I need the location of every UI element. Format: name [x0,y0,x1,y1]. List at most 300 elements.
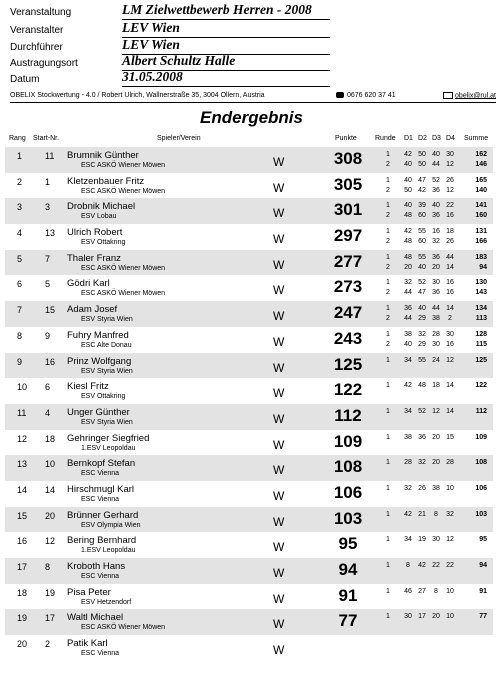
round-d1: 40 [404,202,412,210]
category-mark: W [273,283,285,298]
table-row [5,378,493,404]
round-number: 2 [386,186,390,194]
player-name: Adam Josef [67,304,118,316]
round-d1: 48 [404,212,412,220]
rank-cell: 16 [17,536,28,547]
round-d1: 32 [404,279,412,287]
table-row [5,198,493,224]
round-d3: 36 [432,289,440,297]
rank-cell: 10 [17,382,28,393]
round-d2: 39 [418,202,426,210]
round-d3: 44 [432,161,440,168]
player-name: Patik Karl [67,638,108,650]
round-number: 1 [386,613,390,621]
table-row [5,430,493,456]
rank-cell: 15 [17,510,28,521]
round-sum: 95 [479,536,487,544]
round-d3: 38 [432,484,440,492]
round-number: 2 [386,289,390,297]
round-sum: 91 [479,587,487,595]
rank-cell: 1 [17,151,23,161]
round-d1: 44 [404,315,412,323]
round-sum: 103 [475,510,487,518]
round-d2: 42 [418,186,426,194]
rank-cell: 18 [17,587,28,598]
round-sum: 77 [479,613,487,621]
round-d1: 34 [404,407,412,415]
round-d3: 44 [432,305,440,313]
round-number: 1 [386,202,390,210]
rank-cell: 7 [17,305,23,316]
round-number: 1 [386,330,390,338]
publisher-email[interactable] [436,92,496,99]
club-name: ESC ASKÖ Wiener Möwen [81,187,166,195]
club-name: ESC ASKÖ Wiener Möwen [81,162,166,169]
player-name: Waltl Michael [67,612,124,624]
round-d1: 28 [404,459,412,467]
category-mark: W [273,334,285,349]
round-d4: 16 [446,289,454,297]
round-number: 2 [386,161,390,168]
round-number: 2 [386,263,390,271]
total-points: 308 [333,149,363,168]
round-sum: 143 [475,289,487,297]
round-d4: 16 [446,279,454,287]
category-mark: W [273,643,285,658]
round-number: 1 [386,484,390,492]
club-name: ESC Vienna [81,573,120,580]
round-sum: 165 [475,176,487,184]
start-number-cell: 20 [45,510,56,521]
email-address[interactable]: obelix@rul.at [455,92,496,100]
round-sum: 131 [475,228,487,236]
round-d1: 38 [404,330,412,338]
round-d2: 50 [418,161,426,168]
round-d4: 15 [446,433,454,441]
start-number-cell: 18 [45,433,56,444]
table-row [5,481,493,507]
rank-cell: 13 [17,459,28,470]
round-sum: 115 [475,340,487,348]
club-name: ESV Hetzendorf [81,598,132,606]
colhead-d3: D3 [432,135,441,142]
round-d4: 12 [446,186,454,194]
round-number: 1 [386,279,390,287]
round-d1: 20 [404,263,412,271]
category-mark: W [273,514,285,529]
round-d2: 50 [418,151,426,158]
round-sum: 134 [475,305,487,313]
table-row [5,250,493,276]
rank-cell: 5 [17,253,23,264]
start-number-cell: 13 [45,228,56,239]
category-mark: W [273,257,285,272]
round-d2: 48 [418,382,426,390]
total-points: 95 [338,534,358,554]
round-d1: 40 [404,176,412,184]
round-d2: 32 [418,459,426,467]
header-label: Veranstaltung [10,7,72,18]
colhead-start: Start-Nr. [33,135,60,142]
round-d4: 22 [446,562,454,569]
start-number-cell: 16 [45,356,56,367]
publisher-text: OBELIX Stockwertung - 4.0 / Robert Ulrich, Wallnerstraße 35, 3004 Ollern, Austria [10,92,265,99]
round-sum: 113 [475,315,487,323]
round-number: 1 [386,562,390,569]
table-row [5,353,493,379]
round-d3: 20 [432,459,440,467]
round-d2: 60 [418,238,426,246]
header-field-date [10,69,183,85]
round-d4: 10 [446,587,454,595]
start-number-cell: 1 [45,176,51,187]
colhead-d2: D2 [418,135,427,142]
header-label: Austragungsort [10,58,78,69]
club-name: ESV Ottakring [81,393,126,401]
round-d2: 32 [418,330,426,338]
round-d2: 42 [418,562,426,569]
phone-icon [336,92,344,98]
header-label: Datum [10,74,40,85]
page-title: Endergebnis [200,108,303,127]
round-number: 1 [386,176,390,184]
round-d4: 14 [446,263,454,271]
round-d3: 18 [432,382,440,390]
round-number: 2 [386,340,390,348]
start-number-cell: 5 [45,279,51,290]
round-d3: 28 [432,330,440,338]
round-d3: 20 [432,433,440,441]
round-d4: 30 [446,151,454,158]
rank-cell: 20 [17,639,28,650]
round-d1: 48 [404,238,412,246]
header-field-executor [10,37,180,53]
round-number: 1 [386,536,390,544]
round-d1: 40 [404,161,412,168]
round-number: 1 [386,228,390,236]
round-d4: 26 [446,238,454,246]
round-d3: 30 [432,340,440,348]
round-sum: 141 [475,202,487,210]
start-number-cell: 8 [45,562,51,572]
rank-cell: 3 [17,202,23,213]
round-d2: 21 [418,510,426,518]
club-name: ESV Lobau [81,213,117,221]
round-d2: 55 [418,228,426,236]
round-d2: 29 [418,340,426,348]
table-row [5,558,493,584]
total-points: 91 [338,585,358,605]
round-d4: 18 [446,228,454,236]
round-d1: 34 [404,536,412,544]
start-number-cell: 4 [45,407,51,418]
round-d3: 16 [432,228,440,236]
round-number: 1 [386,305,390,313]
header-field-organizer [10,20,180,36]
round-number: 1 [386,356,390,364]
player-name: Brünner Gerhard [67,509,139,521]
total-points: 297 [333,226,363,246]
total-points: 247 [333,303,363,323]
table-row [5,301,493,327]
table-row [5,532,493,558]
header-label: Veranstalter [10,25,64,36]
player-name: Thaler Franz [67,252,121,264]
table-row [5,327,493,353]
round-d3: 12 [432,407,440,415]
club-name: ESC ASKÖ Wiener Möwen [81,290,166,298]
header-label: Durchführer [10,42,63,53]
club-name: ESC Alte Donau [81,341,132,349]
table-row [5,455,493,481]
total-points: 125 [333,354,363,374]
round-d2: 26 [418,484,426,492]
start-number-cell: 2 [45,639,51,650]
round-d1: 8 [406,562,410,569]
player-name: Hirschmugl Karl [67,483,135,495]
table-row [5,635,493,661]
round-number: 1 [386,587,390,595]
round-d4: 32 [446,510,454,518]
rank-cell: 2 [17,176,23,187]
round-sum: 122 [475,382,487,390]
round-sum: 94 [479,562,487,569]
round-d1: 44 [404,289,412,297]
round-d1: 42 [404,382,412,390]
club-name: ESV Styria Wien [81,316,133,324]
round-d4: 16 [446,212,454,220]
total-points: 277 [333,251,363,271]
player-name: Gödri Karl [67,278,110,290]
category-mark: W [273,540,285,555]
round-d2: 17 [418,613,426,621]
player-name: Pisa Peter [67,586,111,598]
round-d1: 36 [404,305,412,313]
rank-cell: 11 [17,407,27,418]
header-field-venue [10,53,235,69]
round-sum: 183 [475,253,487,261]
player-name: Unger Günther [67,406,130,418]
player-name: Ulrich Robert [67,227,123,239]
total-points: 305 [333,174,363,194]
club-name: ESC Vienna [81,470,120,478]
club-name: 1.ESV Leopoldau [81,547,136,555]
rank-cell: 17 [17,562,28,572]
round-d2: 55 [418,253,426,261]
player-name: Kroboth Hans [67,561,126,572]
start-number-cell: 17 [45,613,56,624]
colhead-d4: D4 [446,135,455,142]
round-number: 1 [386,382,390,390]
table-row [5,584,493,610]
round-sum: 106 [475,484,487,492]
round-number: 2 [386,315,390,323]
round-d2: 27 [418,587,426,595]
round-sum: 140 [475,186,487,194]
colhead-points: Punkte [335,135,357,142]
round-d3: 32 [432,238,440,246]
category-mark: W [273,386,285,401]
round-sum: 108 [475,459,487,467]
round-d2: 47 [418,176,426,184]
round-d2: 36 [418,433,426,441]
category-mark: W [273,155,285,169]
colhead-round: Runde [375,135,396,142]
rank-cell: 19 [17,613,28,624]
round-d3: 24 [432,356,440,364]
round-d4: 26 [446,176,454,184]
round-d4: 14 [446,407,454,415]
round-d4: 10 [446,484,454,492]
total-points: 243 [333,328,363,348]
round-sum: 125 [475,356,487,364]
table-row [5,224,493,250]
player-name: Bernkopf Stefan [67,458,136,470]
round-d1: 40 [404,340,412,348]
round-d4: 12 [446,356,454,364]
category-mark: W [273,617,285,632]
round-d1: 38 [404,433,412,441]
total-points: 108 [333,457,363,477]
table-row [5,173,493,199]
round-d2: 47 [418,289,426,297]
phone-number: 0676 620 37 41 [347,92,396,99]
round-d4: 16 [446,340,454,348]
round-d2: 52 [418,279,426,287]
category-mark: W [273,309,285,324]
round-number: 1 [386,407,390,415]
total-points: 301 [333,200,363,220]
round-d4: 14 [446,305,454,313]
total-points: 112 [334,405,362,425]
round-d2: 55 [418,356,426,364]
round-d1: 34 [404,356,412,364]
colhead-rang: Rang [9,135,26,142]
colhead-sum: Summe [464,135,489,142]
total-points: 106 [333,482,363,502]
round-d4: 12 [446,536,454,544]
publisher-phone [336,92,436,99]
round-d4: 28 [446,459,454,467]
player-name: Drobnik Michael [67,201,136,213]
rank-cell: 8 [17,330,23,341]
round-number: 2 [386,238,390,246]
round-d3: 8 [434,510,438,518]
header-field-event [10,2,312,18]
round-d1: 50 [404,186,412,194]
round-number: 1 [386,253,390,261]
round-number: 2 [386,212,390,220]
total-points: 122 [333,380,363,400]
header-value: LEV Wien [122,37,180,52]
club-name: 1.ESV Leopoldau [81,444,136,452]
round-d3: 20 [432,613,440,621]
start-number-cell: 7 [45,253,51,264]
round-number: 1 [386,459,390,467]
club-name: ESC Vienna [81,495,120,503]
category-mark: W [273,180,285,195]
round-sum: 112 [475,407,487,415]
round-sum: 160 [475,212,487,220]
round-d3: 36 [432,186,440,194]
category-mark: W [273,360,285,375]
round-d3: 40 [432,151,440,158]
table-row [5,507,493,533]
total-points: 273 [333,277,363,297]
round-number: 1 [386,433,390,441]
rank-cell: 4 [17,228,23,239]
start-number-cell: 3 [45,202,51,213]
player-name: Bering Bernhard [67,535,137,547]
round-d1: 42 [404,151,412,158]
category-mark: W [273,411,285,426]
category-mark: W [273,463,285,478]
start-number-cell: 12 [45,536,56,547]
round-d3: 30 [432,536,440,544]
round-d3: 40 [432,202,440,210]
round-d4: 14 [446,382,454,390]
round-d3: 30 [432,279,440,287]
round-d1: 30 [404,613,412,621]
round-d4: 12 [446,161,454,168]
start-number-cell: 10 [45,459,56,470]
table-row [5,404,493,430]
round-sum: 94 [479,263,487,271]
round-d2: 40 [418,305,426,313]
player-name: Fuhry Manfred [67,329,129,341]
total-points: 103 [333,508,363,528]
round-d3: 52 [432,176,440,184]
round-d3: 20 [432,263,440,271]
round-d4: 30 [446,330,454,338]
round-d4: 10 [446,613,454,621]
player-name: Kletzenbauer Fritz [67,175,145,187]
round-d2: 19 [418,536,426,544]
round-sum: 162 [475,151,487,158]
round-d1: 32 [404,484,412,492]
round-d3: 36 [432,212,440,220]
round-d3: 38 [432,315,440,323]
round-d4: 22 [446,202,454,210]
round-sum: 130 [475,279,487,287]
results-table [5,147,493,661]
rank-cell: 12 [17,433,28,444]
round-d2: 60 [418,212,426,220]
total-points: 109 [333,431,363,451]
table-row [5,275,493,301]
round-number: 1 [386,510,390,518]
round-d3: 8 [434,587,438,595]
club-name: ESV Styria Wien [81,418,133,426]
header-value: Albert Schultz Halle [122,53,236,68]
rank-cell: 6 [17,279,23,290]
category-mark: W [273,566,285,580]
round-d3: 36 [432,253,440,261]
colhead-d1: D1 [404,135,413,142]
club-name: ESV Ottakring [81,239,126,247]
table-row [5,609,493,635]
rank-cell: 9 [17,356,23,367]
header-value: LM Zielwettbewerb Herren - 2008 [122,2,312,17]
round-d1: 42 [404,228,412,236]
rank-cell: 14 [17,484,28,495]
round-d4: 44 [446,253,454,261]
category-mark: W [273,591,285,606]
round-d2: 29 [418,315,426,323]
header-value: 31.05.2008 [122,69,183,84]
round-d2: 40 [418,263,426,271]
round-d4: 2 [448,315,452,323]
